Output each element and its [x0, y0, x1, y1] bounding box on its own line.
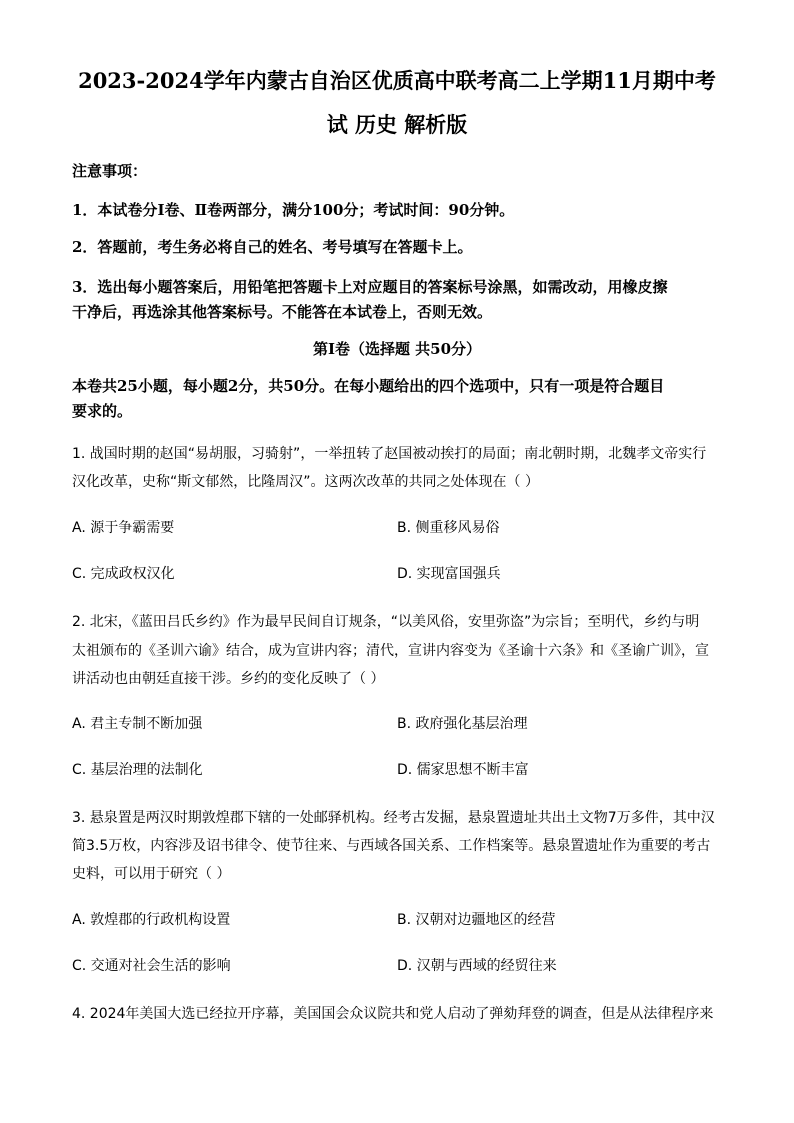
question-2-option-b: B. 政府强化基层治理	[397, 716, 528, 732]
question-1-option-c: C. 完成政权汉化	[72, 566, 175, 582]
question-2-line1: 2. 北宋，《蓝田吕氏乡约》作为最早民间自订规条，“以美风俗，安里弥盗”为宗旨；至明代，乡约与明	[72, 614, 700, 630]
page-title-line2: 试 历史 解析版	[326, 112, 468, 137]
question-3-line3: 史料，可以用于研究（ ）	[72, 866, 231, 882]
question-3-line1: 3. 悬泉置是两汉时期敦煌郡下辖的一处邮驿机构。经考古发掘，悬泉置遗址共出土文物7万多件，其中汉	[72, 810, 715, 826]
question-3-option-a: A. 敦煌郡的行政机构设置	[72, 912, 231, 928]
question-4-line1: 4. 2024年美国大选已经拉开序幕，美国国会众议院共和党人启动了弹劾拜登的调查，但是从法律程序来	[72, 1006, 714, 1022]
notice-heading: 注意事项：	[72, 162, 148, 180]
question-3-option-b: B. 汉朝对边疆地区的经营	[397, 912, 556, 928]
question-2-line2: 太祖颁布的《圣训六谕》结合，成为宣讲内容；清代，宣讲内容变为《圣谕十六条》和《圣谕广训》，宣	[72, 643, 709, 659]
question-1-option-a: A. 源于争霸需要	[72, 520, 175, 536]
question-1-line1: 1. 战国时期的赵国“易胡服，习骑射”，一举扭转了赵国被动挨打的局面；南北朝时期，北魏孝文帝实行	[72, 446, 707, 462]
notice-item-1: 1．本试卷分Ⅰ卷、Ⅱ卷两部分，满分100分；考试时间：90分钟。	[72, 201, 515, 219]
question-2-option-c: C. 基层治理的法制化	[72, 762, 203, 778]
section-intro-line1: 本卷共25小题，每小题2分，共50分。在每小题给出的四个选项中，只有一项是符合题目	[72, 377, 665, 395]
question-2-option-d: D. 儒家思想不断丰富	[397, 762, 529, 778]
notice-item-3: 3．选出每小题答案后，用铅笔把答题卡上对应题目的答案标号涂黑，如需改动，用橡皮擦	[72, 278, 668, 296]
question-1-option-b: B. 侧重移风易俗	[397, 520, 500, 536]
section-intro-line2: 要求的。	[72, 402, 133, 420]
question-2-option-a: A. 君主专制不断加强	[72, 716, 203, 732]
question-2-line3: 讲活动也由朝廷直接干涉。乡约的变化反映了（ ）	[72, 671, 385, 687]
question-3-line2: 简3.5万枚，内容涉及诏书律令、使节往来、与西域各国关系、工作档案等。悬泉置遗址作为重要的考古	[72, 838, 711, 854]
question-1-line2: 汉化改革，史称“斯文郁然，比隆周汉”。这两次改革的共同之处体现在（ ）	[72, 474, 539, 490]
question-3-option-c: C. 交通对社会生活的影响	[72, 958, 231, 974]
section-title: 第Ⅰ卷（选择题 共50分）	[312, 340, 482, 358]
question-3-option-d: D. 汉朝与西域的经贸往来	[397, 958, 557, 974]
notice-item-3-cont: 干净后，再选涂其他答案标号。不能答在本试卷上，否则无效。	[72, 303, 493, 321]
page-title-line1: 2023-2024学年内蒙古自治区优质高中联考高二上学期11月期中考	[78, 68, 716, 93]
question-1-option-d: D. 实现富国强兵	[397, 566, 501, 582]
notice-item-2: 2．答题前，考生务必将自己的姓名、考号填写在答题卡上。	[72, 238, 473, 256]
